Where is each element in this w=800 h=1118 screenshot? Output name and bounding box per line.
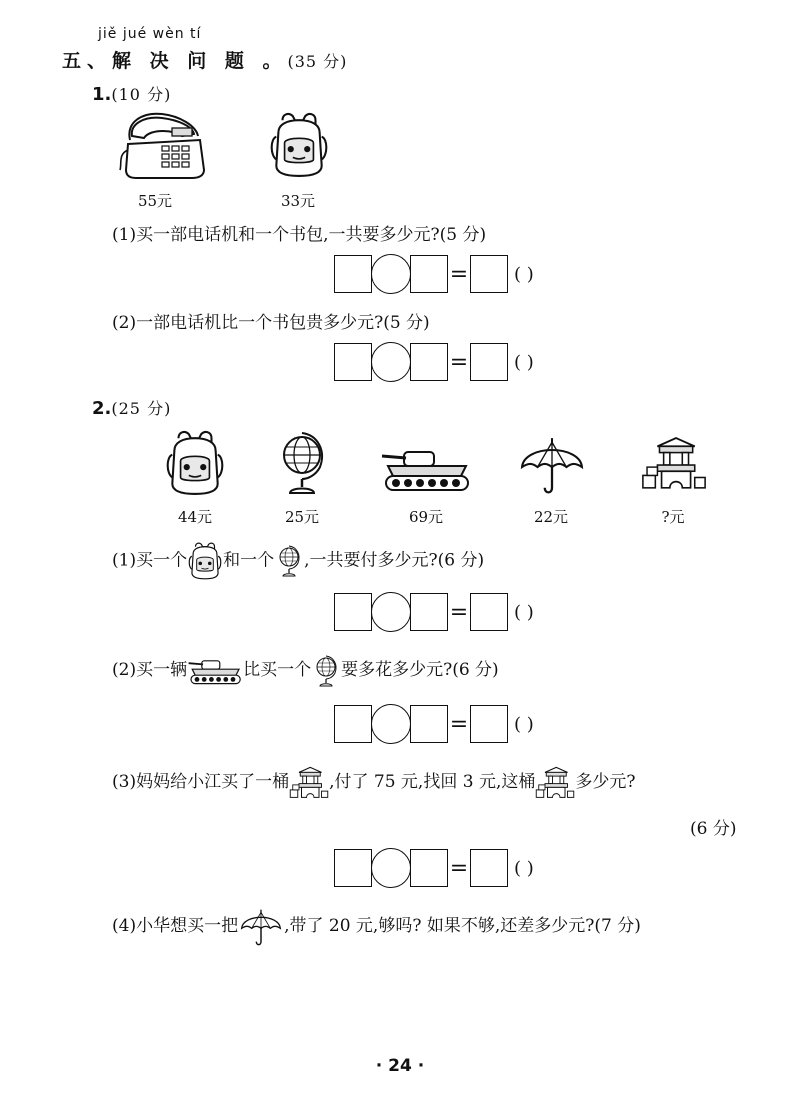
unit-parens[interactable]: ( )	[514, 857, 534, 879]
answer-box[interactable]	[470, 593, 508, 631]
equation-row	[334, 848, 534, 888]
backpack-icon	[187, 542, 223, 580]
q1-sub2-text: (2)一部电话机比一个书包贵多少元?(5 分)	[112, 313, 430, 333]
q2-sub1-text: (1)买一个 和一个 ,一共要付多少元?(6 分)	[112, 542, 484, 580]
unit-parens[interactable]: ( )	[514, 713, 534, 735]
building-blocks-icon	[640, 436, 708, 492]
section-points: (35 分)	[287, 52, 348, 71]
globe-icon	[274, 544, 304, 578]
unit-parens[interactable]: ( )	[514, 263, 534, 285]
backpack-icon	[268, 112, 330, 178]
equals-sign: =	[449, 855, 469, 881]
section-header	[62, 46, 347, 73]
equals-sign: =	[449, 349, 469, 375]
q2-sub3-points: (6 分)	[690, 819, 737, 839]
item-price: 25元	[284, 508, 320, 526]
question-1-points: (10 分)	[111, 85, 172, 104]
operator-circle[interactable]	[371, 342, 411, 382]
answer-box[interactable]	[410, 705, 448, 743]
q1-sub1-text: (1)买一部电话机和一个书包,一共要多少元?(5 分)	[112, 225, 487, 245]
equation-row	[334, 342, 534, 382]
item-price: 44元	[177, 508, 213, 526]
equation-row	[334, 254, 534, 294]
answer-box[interactable]	[470, 849, 508, 887]
answer-box[interactable]	[334, 255, 372, 293]
question-2-points: (25 分)	[111, 399, 172, 418]
q2-sub4-text: (4)小华想买一把 ,带了 20 元,够吗? 如果不够,还差多少元?(7 分)	[112, 906, 641, 947]
globe-icon	[311, 654, 341, 688]
tank-icon	[187, 656, 243, 686]
answer-box[interactable]	[334, 593, 372, 631]
answer-box[interactable]	[410, 849, 448, 887]
item-price: ?元	[661, 508, 685, 526]
item-price: 55元	[137, 192, 173, 210]
page-number: · 24 ·	[375, 1056, 425, 1076]
unit-parens[interactable]: ( )	[514, 601, 534, 623]
equals-sign: =	[449, 599, 469, 625]
answer-box[interactable]	[410, 593, 448, 631]
answer-box[interactable]	[470, 255, 508, 293]
globe-icon	[272, 430, 332, 496]
item-price: 69元	[408, 508, 444, 526]
answer-box[interactable]	[334, 343, 372, 381]
backpack-icon	[164, 430, 226, 496]
equals-sign: =	[449, 711, 469, 737]
unit-parens[interactable]: ( )	[514, 351, 534, 373]
question-2-number: 2.	[92, 398, 112, 419]
answer-box[interactable]	[470, 343, 508, 381]
section-pinyin: jiě jué wèn tí	[98, 26, 202, 42]
question-2-header	[92, 396, 171, 419]
operator-circle[interactable]	[371, 848, 411, 888]
question-1-header	[92, 82, 171, 105]
question-1-number: 1.	[92, 84, 112, 105]
answer-box[interactable]	[334, 705, 372, 743]
building-blocks-icon	[535, 765, 575, 801]
telephone-icon	[118, 110, 208, 182]
building-blocks-icon	[289, 765, 329, 801]
operator-circle[interactable]	[371, 592, 411, 632]
equation-row	[334, 592, 534, 632]
equation-row	[334, 704, 534, 744]
answer-box[interactable]	[410, 255, 448, 293]
equals-sign: =	[449, 261, 469, 287]
answer-box[interactable]	[470, 705, 508, 743]
answer-box[interactable]	[334, 849, 372, 887]
item-price: 33元	[280, 192, 316, 210]
section-title: 五、解 决 问 题 。	[62, 50, 288, 72]
q2-sub2-text: (2)买一辆 比买一个 要多花多少元?(6 分)	[112, 652, 499, 688]
item-price: 22元	[533, 508, 569, 526]
umbrella-icon	[238, 907, 284, 947]
q2-sub3-text: (3)妈妈给小江买了一桶 ,付了 75 元,找回 3 元,这桶 多少元?	[112, 762, 636, 802]
operator-circle[interactable]	[371, 254, 411, 294]
umbrella-icon	[516, 434, 588, 496]
tank-icon	[378, 444, 474, 494]
answer-box[interactable]	[410, 343, 448, 381]
operator-circle[interactable]	[371, 704, 411, 744]
